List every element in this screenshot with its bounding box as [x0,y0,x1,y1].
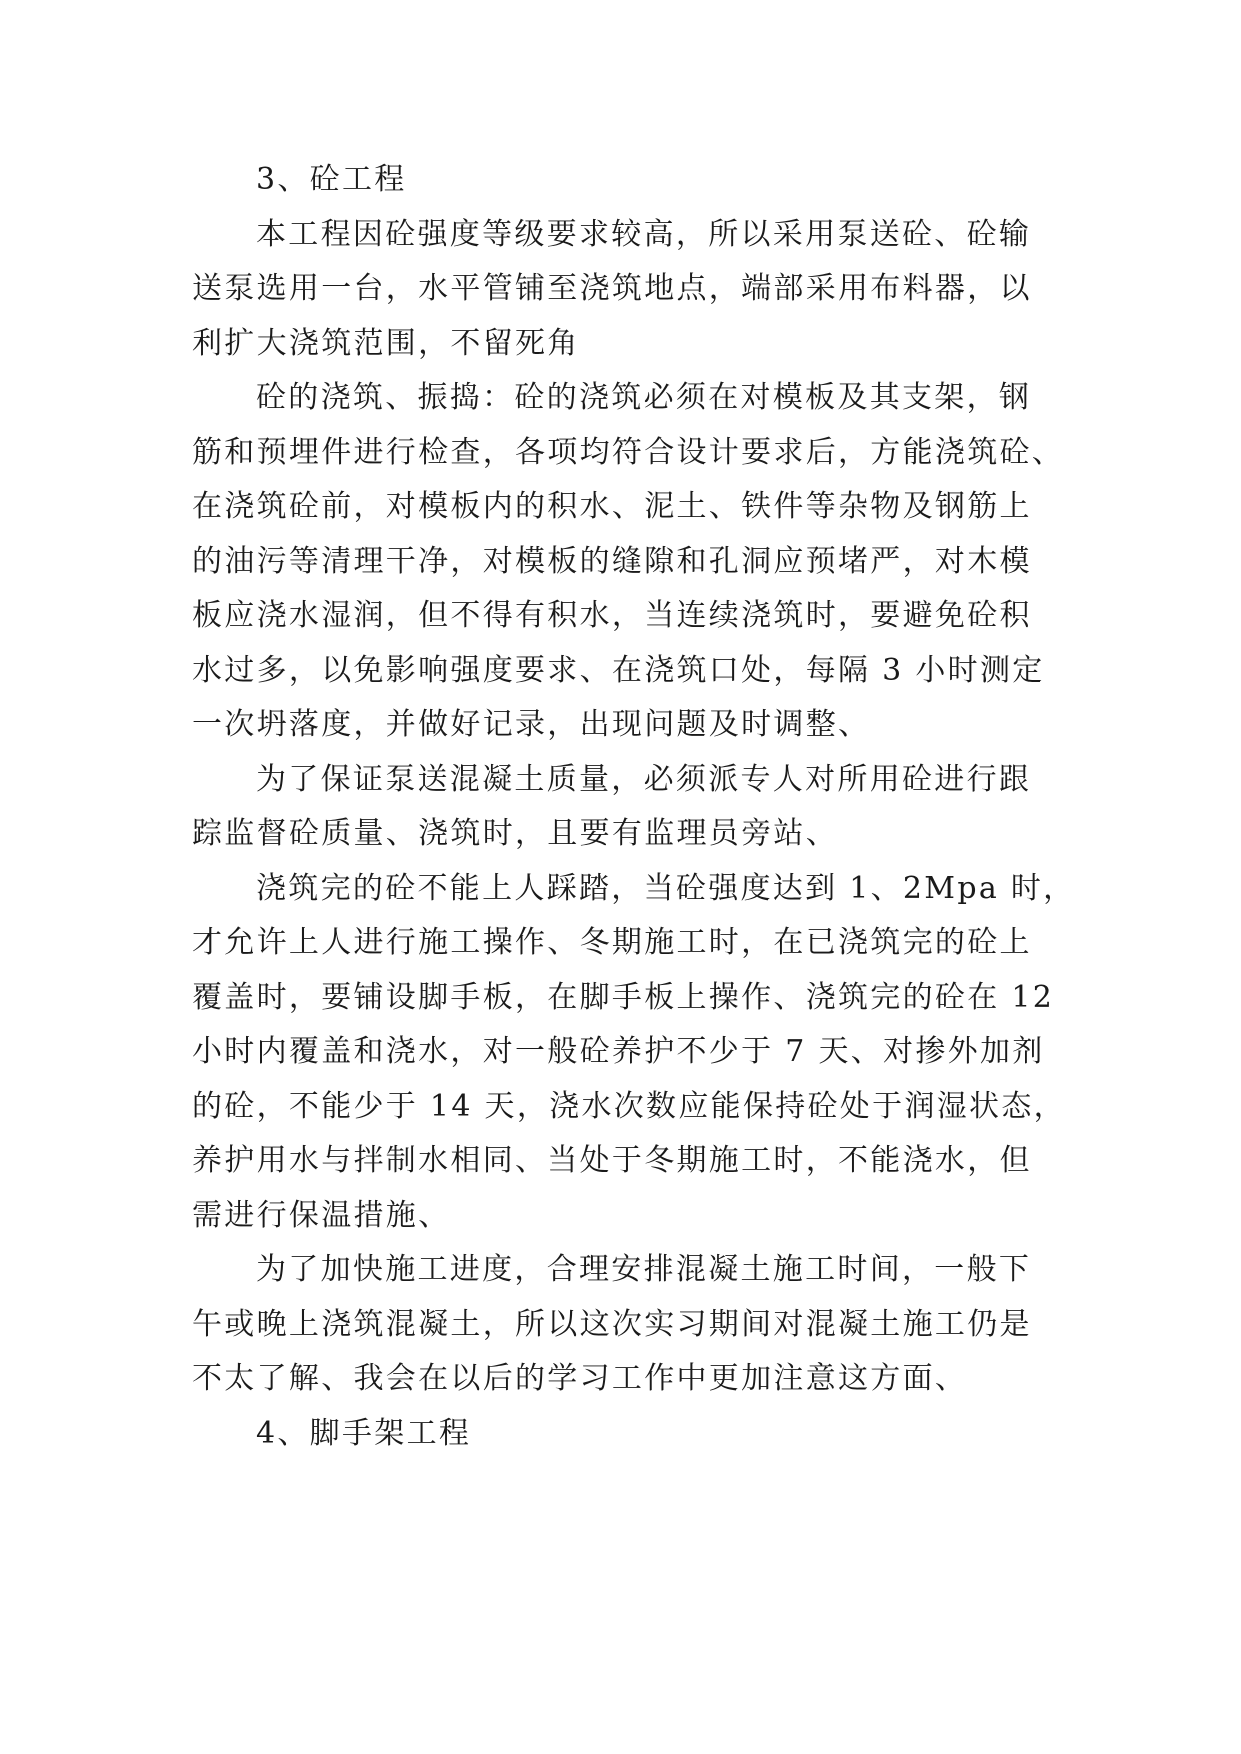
paragraph-line: 为了加快施工进度，合理安排混凝土施工时间，一般下 [256,1252,1032,1287]
section-heading: 3、砼工程 [256,162,407,197]
paragraph-line: 午或晚上浇筑混凝土，所以这次实习期间对混凝土施工仍是 [192,1306,1032,1342]
paragraph-line: 需进行保温措施、 [192,1197,451,1233]
paragraph-line: 不太了解、我会在以后的学习工作中更加注意这方面、 [192,1361,968,1396]
paragraph-line: 在浇筑砼前，对模板内的积水、泥土、铁件等杂物及钢筋上 [192,489,1032,524]
document-page [192,153,1076,1461]
paragraph-line: 浇筑完的砼不能上人踩踏，当砼强度达到 1、2Mpa 时， [256,870,1076,906]
paragraph-line: 养护用水与拌制水相同、当处于冬期施工时，不能浇水，但 [192,1143,1032,1178]
paragraph-line: 小时内覆盖和浇水，对一般砼养护不少于 7 天、对掺外加剂 [192,1034,1045,1069]
paragraph-line: 一次坍落度，并做好记录，出现问题及时调整、 [192,707,871,742]
paragraph-line: 的油污等清理干净，对模板的缝隙和孔洞应预堵严，对木模 [192,543,1032,579]
paragraph-line: 送泵选用一台，水平管铺至浇筑地点，端部采用布料器，以 [192,271,1032,306]
paragraph-line: 本工程因砼强度等级要求较高，所以采用泵送砼、砼输 [256,216,1032,252]
paragraph-line: 砼的浇筑、振捣：砼的浇筑必须在对模板及其支架，钢 [256,380,1032,415]
paragraph-line: 板应浇水湿润，但不得有积水，当连续浇筑时，要避免砼积 [192,598,1032,633]
paragraph-line: 覆盖时，要铺设脚手板，在脚手板上操作、浇筑完的砼在 12 [192,979,1055,1015]
paragraph-line: 踪监督砼质量、浇筑时，且要有监理员旁站、 [192,816,838,851]
paragraph-line: 筋和预埋件进行检查，各项均符合设计要求后，方能浇筑砼、 [192,434,1065,470]
paragraph-line: 水过多，以免影响强度要求、在浇筑口处，每隔 3 小时测定 [192,652,1045,688]
paragraph-line: 才允许上人进行施工操作、冬期施工时，在已浇筑完的砼上 [192,925,1032,960]
paragraph-line: 利扩大浇筑范围，不留死角 [192,325,580,361]
section-heading: 4、脚手架工程 [256,1415,472,1451]
paragraph-line: 的砼，不能少于 14 天，浇水次数应能保持砼处于润湿状态， [192,1088,1066,1124]
paragraph-line: 为了保证泵送混凝土质量，必须派专人对所用砼进行跟 [256,761,1032,797]
